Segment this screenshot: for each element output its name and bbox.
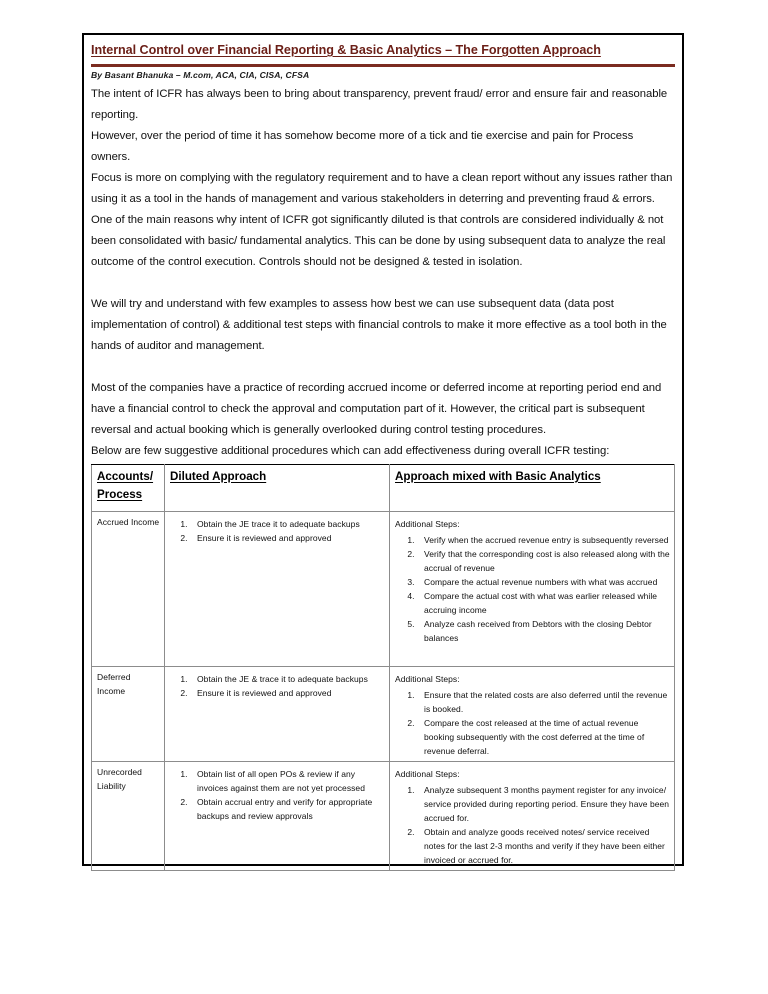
list-item: 2. Ensure it is reviewed and approved [190,686,385,700]
table-row [92,761,675,870]
additional-steps-label: Additional Steps: [395,518,460,529]
analytics-steps-list [395,533,670,645]
page-title: Internal Control over Financial Reporting & Basic Analytics – The Forgotten Approach [91,43,601,57]
list-item: 2. Compare the cost released at the time of actual revenue booking subsequently with the cost deferred at the time of revenue deferral. [417,716,670,758]
column-header-approach-basic-analytics [390,464,675,511]
list-item: 2. Obtain accrual entry and verify for appropriate backups and review approvals [190,795,385,823]
paragraph-6: Most of the companies have a practice of recording accrued income or deferred income at reporting period end and have a financial control to check the approval and computation part of it. However, the critical part is subsequent reversal and actual booking which is generally overlooked during control testing procedures. [91,381,662,436]
cell-analytics-approach [390,511,675,666]
author-byline: By Basant Bhanuka – M.com, ACA, CIA, CISA, CFSA [91,69,310,80]
icfr-procedures-table [91,464,675,871]
diluted-steps-list [170,517,385,545]
page-content [84,35,682,864]
list-item: 1. Ensure that the related costs are also deferred until the revenue is booked. [417,688,670,716]
list-item: 5. Analyze cash received from Debtors with the closing Debtor balances [417,617,670,645]
cell-account-name: Unrecorded Liability [92,761,165,870]
cell-account-name: Deferred Income [92,666,165,761]
list-item: 2. Verify that the corresponding cost is also released along with the accrual of revenue [417,547,670,575]
paragraph-4: One of the main reasons why intent of ICFR got significantly diluted is that controls are considered individually & not been consolidated with basic/ fundamental analytics. This can be done by using subsequent data to analyze the real outcome of the control execution. Controls should not be designed & tested in isolation. [91,213,666,268]
table-body [92,511,675,870]
additional-steps-label: Additional Steps: [395,673,460,684]
analytics-steps-list [395,783,670,867]
column-header-accounts-process [92,464,165,511]
column-header-label: Accounts/ Process [97,469,154,501]
list-item: 3. Compare the actual revenue numbers with what was accrued [417,575,670,589]
paragraph-1: The intent of ICFR has always been to bring about transparency, prevent fraud/ error and ensure fair and reasonable reporting. [91,87,668,121]
cell-diluted-approach [165,511,390,666]
list-item: 1. Analyze subsequent 3 months payment register for any invoice/ service provided during reporting period. Ensure they have been accrued for. [417,783,670,825]
body-copy [91,84,675,462]
cell-analytics-approach [390,761,675,870]
list-item: 1. Obtain the JE trace it to adequate backups [190,517,385,531]
list-item: 1. Obtain the JE & trace it to adequate backups [190,672,385,686]
cell-diluted-approach [165,666,390,761]
analytics-steps-list [395,688,670,758]
diluted-steps-list [170,672,385,700]
list-item: 2. Ensure it is reviewed and approved [190,531,385,545]
cell-diluted-approach [165,761,390,870]
additional-steps-label: Additional Steps: [395,768,460,779]
column-header-diluted-approach [165,464,390,511]
list-item: 2. Obtain and analyze goods received notes/ service received notes for the last 2-3 months and verify if they have been either invoiced or accrued for. [417,825,670,867]
list-item: 1. Verify when the accrued revenue entry is subsequently reversed [417,533,670,547]
paragraph-5: We will try and understand with few examples to assess how best we can use subsequent data (data post implementation of control) & additional test steps with financial controls to make it more effective as a tool both in the hands of auditor and management. [91,297,667,352]
list-item: 1. Obtain list of all open POs & review if any invoices against them are not yet processed [190,767,385,795]
paragraph-7: Below are few suggestive additional procedures which can add effectiveness during overall ICFR testing: [91,444,610,457]
list-item: 4. Compare the actual cost with what was earlier released while accruing income [417,589,670,617]
cell-account-name: Accrued Income [92,511,165,666]
table-row [92,511,675,666]
paragraph-2: However, over the period of time it has somehow become more of a tick and tie exercise and pain for Process owners. [91,129,634,163]
document-page [82,33,684,866]
column-header-label: Approach mixed with Basic Analytics [395,469,601,483]
column-header-label: Diluted Approach [170,469,267,483]
diluted-steps-list [170,767,385,823]
table-row [92,666,675,761]
paragraph-3: Focus is more on complying with the regulatory requirement and to have a clean report without any issues rather than using it as a tool in the hands of management and various stakeholders in deterring and preventing fraud & errors. [91,171,673,205]
cell-analytics-approach [390,666,675,761]
table-header-row [92,464,675,511]
title-divider [91,63,675,67]
